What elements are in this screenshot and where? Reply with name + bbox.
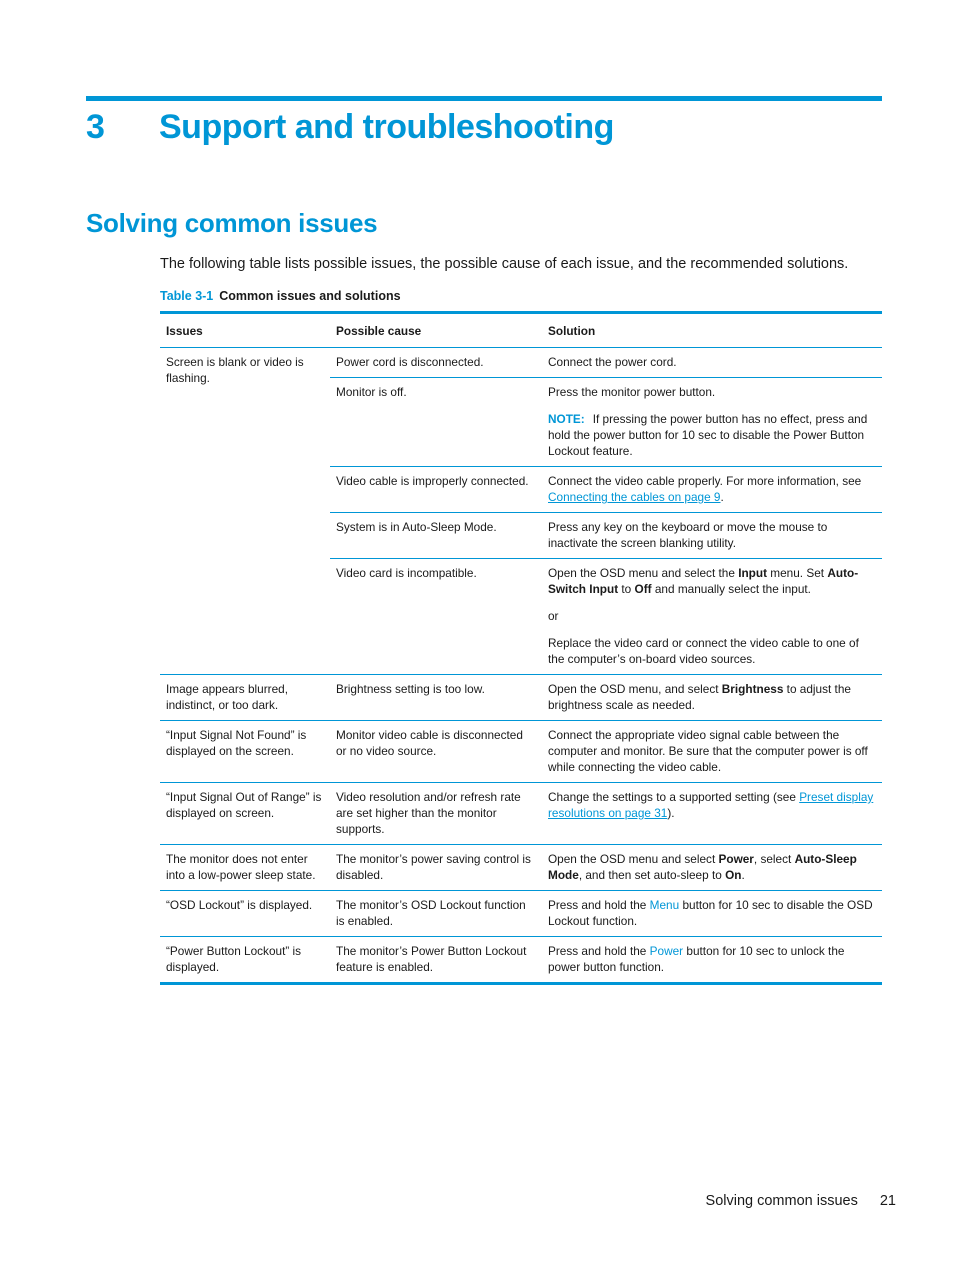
solution-cell [542, 783, 882, 845]
solution-text: Change the settings to a supported setting (see [548, 790, 800, 804]
preset-resolutions-link[interactable]: Preset display resolutions on page 31 [548, 790, 874, 820]
issue-cell: “OSD Lockout” is displayed. [160, 891, 330, 937]
bold-term: Brightness [721, 682, 784, 696]
text-run: , and then set auto-sleep to [578, 868, 726, 882]
chapter-heading [86, 108, 614, 147]
solution-cell [542, 467, 882, 513]
text-run: Press and hold the [548, 944, 650, 958]
issues-table [160, 311, 882, 985]
bold-term: On [725, 868, 742, 882]
section-title: Solving common issues [86, 208, 378, 238]
text-run: menu. Set [767, 566, 828, 580]
issue-cell: Image appears blurred, indistinct, or too dark. [160, 675, 330, 721]
solution-cell: Connect the power cord. [548, 355, 677, 369]
page-footer [706, 1193, 896, 1209]
solution-cell [542, 559, 882, 675]
table-row [160, 937, 882, 984]
issue-cell: The monitor does not enter into a low-power sleep state. [160, 845, 330, 891]
table-row [160, 783, 882, 845]
table-caption-number: Table 3-1 [160, 289, 214, 303]
table-row [160, 675, 882, 721]
table-row [160, 721, 882, 783]
solution-cell [542, 675, 882, 721]
issue-cell: “Input Signal Not Found” is displayed on the screen. [160, 721, 330, 783]
text-run: and manually select the input. [651, 582, 811, 596]
text-run: . [741, 868, 745, 882]
solution-text [548, 565, 876, 597]
header-solution: Solution [542, 313, 882, 348]
text-run: to [618, 582, 635, 596]
chapter-rule [86, 96, 882, 101]
header-issues: Issues [160, 313, 330, 348]
note [548, 411, 876, 459]
bold-term: Auto-Switch Input [548, 566, 859, 596]
text-run: Open the OSD menu and select the [548, 566, 739, 580]
solution-text-end: . [720, 490, 724, 504]
solution-cell [542, 845, 882, 891]
cause-cell: Monitor video cable is disconnected or no video source. [330, 721, 542, 783]
solution-text: Press the monitor power button. [548, 385, 716, 399]
header-possible-cause: Possible cause [330, 313, 542, 348]
table-row [160, 891, 882, 937]
solution-cell: Press any key on the keyboard or move the mouse to inactivate the screen blanking utility. [542, 513, 882, 559]
solution-cell [542, 378, 882, 467]
chapter-title: Support and troubleshooting [159, 108, 614, 146]
bold-term: Off [634, 582, 652, 596]
cause-cell: The monitor’s OSD Lockout function is enabled. [330, 891, 542, 937]
cause-cell: The monitor’s power saving control is disabled. [330, 845, 542, 891]
issue-cell: “Input Signal Out of Range” is displayed on screen. [160, 783, 330, 845]
power-button-term: Power [649, 944, 684, 958]
text-run: Open the OSD menu and select [548, 852, 719, 866]
text-run: Open the OSD menu, and select [548, 682, 722, 696]
solution-cell [542, 891, 882, 937]
text-run: Press and hold the [548, 898, 650, 912]
issue-cell: “Power Button Lockout” is displayed. [160, 937, 330, 984]
or-text: or [548, 609, 559, 623]
solution-text: Connect the video cable properly. For more information, see [548, 474, 862, 488]
table-header-row [160, 313, 882, 348]
issue-cell: Screen is blank or video is flashing. [166, 355, 304, 385]
menu-button-term: Menu [649, 898, 680, 912]
note-text: If pressing the power button has no effect, press and hold the power button for 10 sec to disable the Power Button Lockout feature. [548, 412, 868, 458]
text-run: button for 10 sec to unlock the power button function. [548, 944, 845, 974]
text-run: , select [753, 852, 795, 866]
intro-paragraph: The following table lists possible issues, the possible cause of each issue, and the recommended solutions. [160, 256, 849, 272]
cause-cell: Video card is incompatible. [330, 559, 542, 675]
solution-text-end: ). [667, 806, 675, 820]
bold-term: Power [718, 852, 754, 866]
cause-cell: The monitor’s Power Button Lockout feature is enabled. [330, 937, 542, 984]
note-label: NOTE: [548, 412, 585, 426]
cause-cell: System is in Auto-Sleep Mode. [330, 513, 542, 559]
alternative-solution: Replace the video card or connect the video cable to one of the computer’s on-board video sources. [548, 636, 859, 666]
footer-section: Solving common issues [705, 1193, 858, 1209]
connecting-cables-link[interactable]: Connecting the cables on page 9 [548, 490, 721, 504]
table-caption [160, 289, 401, 303]
bold-term: Input [738, 566, 768, 580]
table-row [160, 845, 882, 891]
cause-cell: Monitor is off. [330, 378, 542, 467]
cause-cell: Video resolution and/or refresh rate are set higher than the monitor supports. [330, 783, 542, 845]
text-run: button for 10 sec to disable the OSD Lockout function. [548, 898, 873, 928]
text-run: to adjust the brightness scale as needed. [548, 682, 851, 712]
table-row [160, 348, 882, 378]
cause-cell: Power cord is disconnected. [336, 355, 484, 369]
solution-cell [542, 937, 882, 984]
page-number: 21 [879, 1193, 896, 1209]
chapter-number: 3 [86, 108, 105, 146]
cause-cell: Video cable is improperly connected. [330, 467, 542, 513]
cause-cell: Brightness setting is too low. [330, 675, 542, 721]
solution-cell: Connect the appropriate video signal cable between the computer and monitor. Be sure that the computer power is off while connecting the video cable. [542, 721, 882, 783]
bold-term: Auto-Sleep Mode [548, 852, 857, 882]
table-caption-title: Common issues and solutions [219, 289, 401, 303]
